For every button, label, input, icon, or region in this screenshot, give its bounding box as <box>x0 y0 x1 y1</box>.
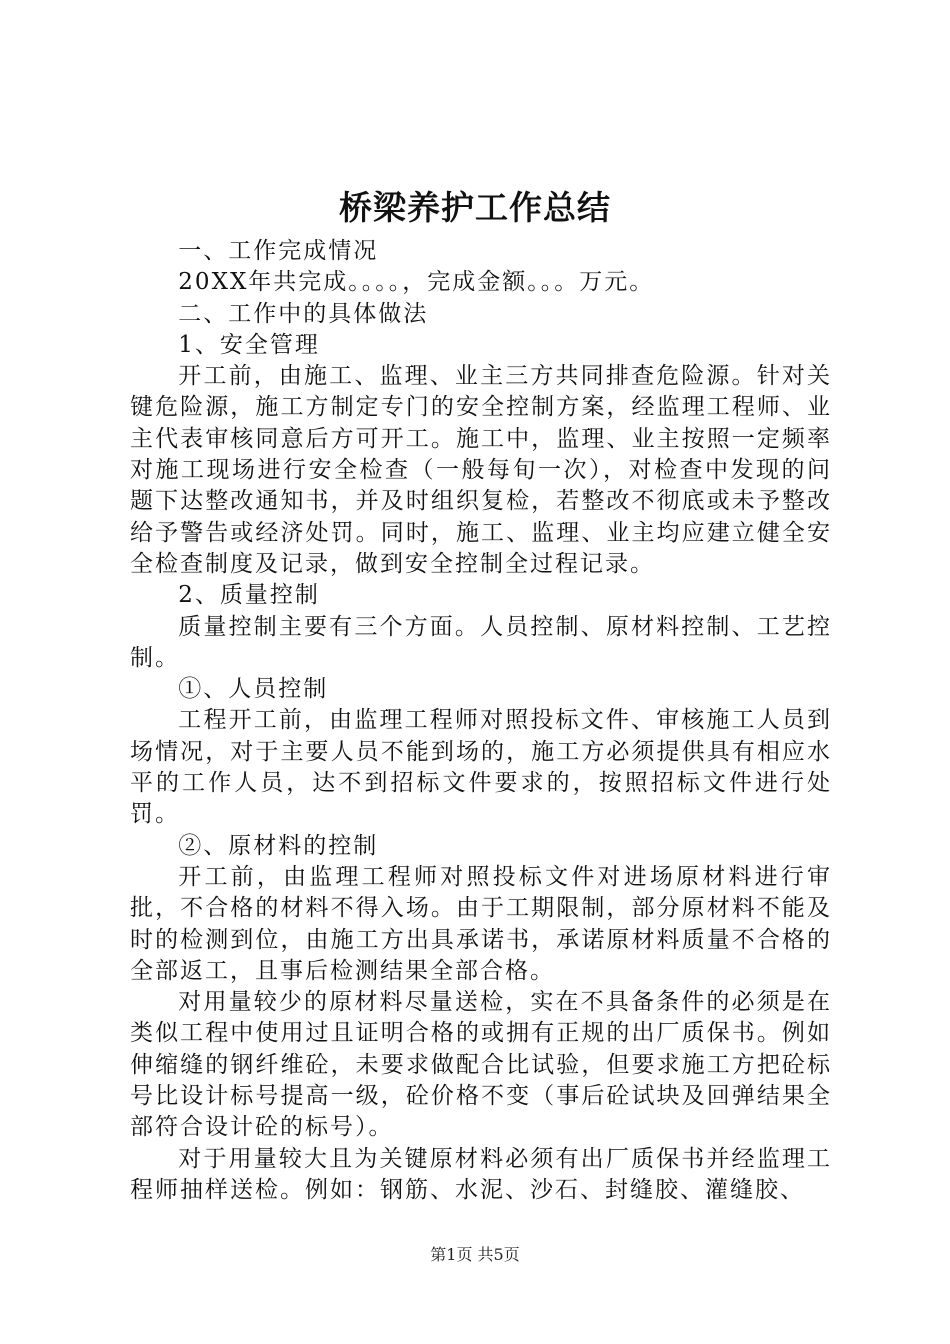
section-heading-methods: 二、工作中的具体做法 <box>178 300 429 327</box>
subheading-quality: 2、质量控制 <box>178 582 320 609</box>
document-body <box>130 236 832 1206</box>
paragraph-materials-large: 对于用量较大且为关键原材料必须有出厂质保书并经监理工程师抽样送检。例如：钢筋、水泥、沙石、封缝胶、灌缝胶、 <box>130 1145 832 1203</box>
paragraph-materials-approval: 开工前，由监理工程师对照投标文件对进场原材料进行审批，不合格的材料不得入场。由于工期限制，部分原材料不能及时的检测到位，由施工方出具承诺书，承诺原材料质量不合格的全部返工，且事后检测结果全部合格。 <box>130 863 832 984</box>
paragraph-quality-overview: 质量控制主要有三个方面。人员控制、原材料控制、工艺控制。 <box>130 613 832 671</box>
subheading-personnel: ①、人员控制 <box>178 676 329 703</box>
page-number: 第1页 共5页 <box>430 1245 520 1264</box>
paragraph-personnel: 工程开工前，由监理工程师对照投标文件、审核施工人员到场情况，对于主要人员不能到场的，施工方必须提供具有相应水平的工作人员，达不到招标文件要求的，按照招标文件进行处罚。 <box>130 707 832 828</box>
paragraph-safety: 开工前，由施工、监理、业主三方共同排查危险源。针对关键危险源，施工方制定专门的安全控制方案，经监理工程师、业主代表审核同意后方可开工。施工中，监理、业主按照一定频率对施工现场进行安全检查（一般每旬一次），对检查中发现的问题下达整改通知书，并及时组织复检，若整改不彻底或未予整改给予警告或经济处罚。同时，施工、监理、业主均应建立健全安全检查制度及记录，做到安全控制全过程记录。 <box>130 363 832 577</box>
section-heading-completion: 一、工作完成情况 <box>178 238 379 264</box>
completion-summary: 20XX年共完成。。。。，完成金额。。。万元。 <box>178 269 655 296</box>
subheading-safety: 1、安全管理 <box>178 331 320 358</box>
paragraph-materials-small: 对用量较少的原材料尽量送检，实在不具备条件的必须是在类似工程中使用过且证明合格的或拥有正规的出厂质保书。例如伸缩缝的钢纤维砼，未要求做配合比试验，但要求施工方把砼标号比设计标号提高一级，砼价格不变（事后砼试块及回弹结果全部符合设计砼的标号）。 <box>130 989 832 1141</box>
subheading-materials: ②、原材料的控制 <box>178 832 379 859</box>
document-title: 桥梁养护工作总结 <box>339 188 611 227</box>
